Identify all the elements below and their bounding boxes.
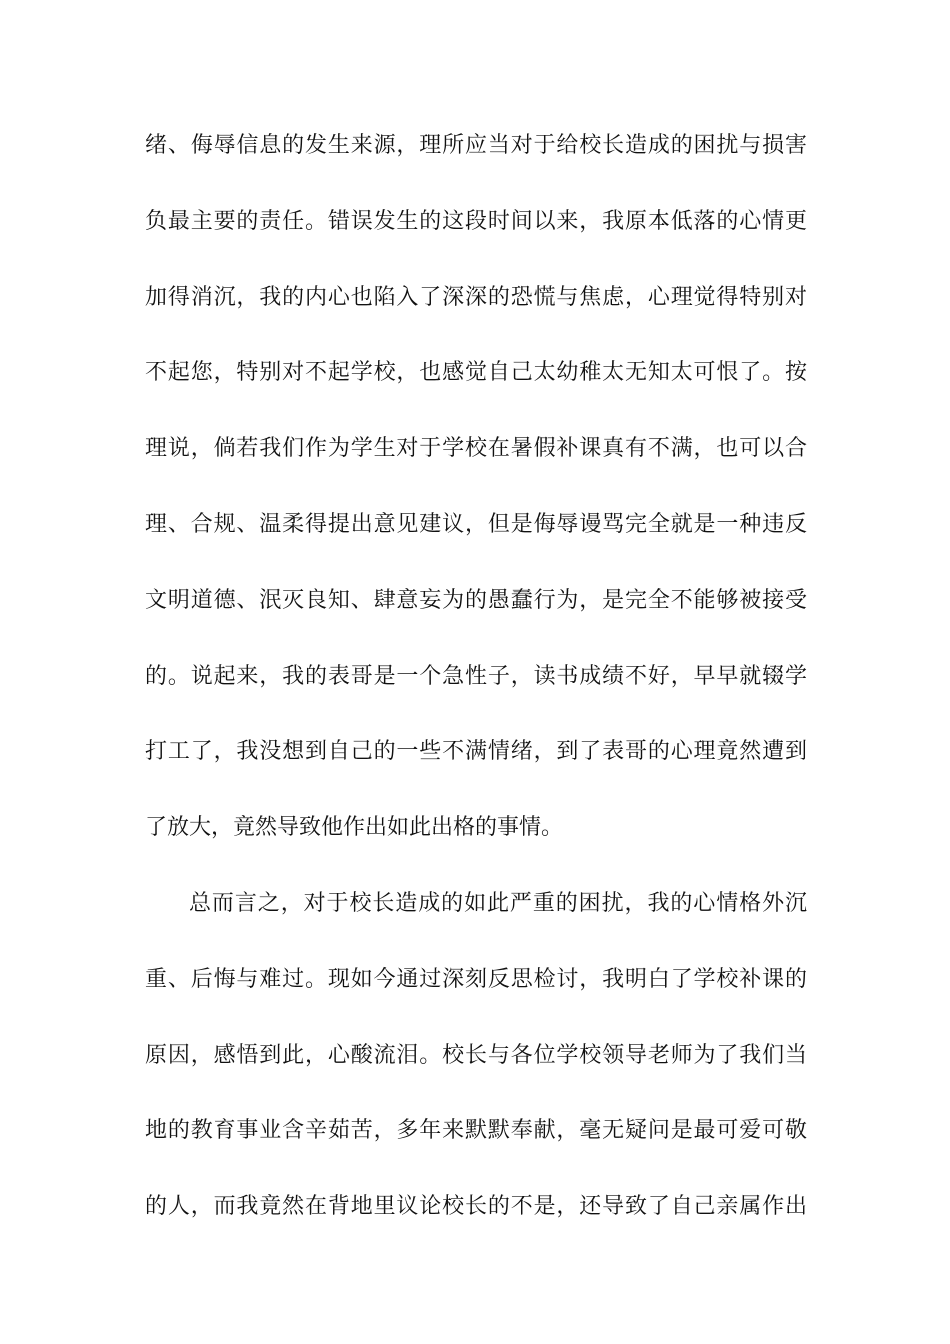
text-line-7: 文明道德、泯灭良知、肆意妄为的愚蠢行为，是完全不能够被接受 xyxy=(145,587,807,613)
text-line-3: 加得消沉，我的内心也陷入了深深的恐慌与焦虑，心理觉得特别对 xyxy=(145,284,807,310)
text-line-12: 重、后悔与难过。现如今通过深刻反思检讨，我明白了学校补课的 xyxy=(145,966,807,992)
document-body xyxy=(145,130,807,1267)
text-line-4: 不起您，特别对不起学校，也感觉自己太幼稚太无知太可恨了。按 xyxy=(145,360,807,386)
text-line-6: 理、合规、温柔得提出意见建议，但是侮辱谩骂完全就是一种违反 xyxy=(145,511,807,537)
text-line-2: 负最主要的责任。错误发生的这段时间以来，我原本低落的心情更 xyxy=(145,208,807,234)
text-line-11: 总而言之，对于校长造成的如此严重的困扰，我的心情格外沉 xyxy=(189,890,807,916)
text-line-5: 理说，倘若我们作为学生对于学校在暑假补课真有不满，也可以合 xyxy=(145,436,807,462)
text-line-14: 地的教育事业含辛茹苦，多年来默默奉献，毫无疑问是最可爱可敬 xyxy=(145,1118,807,1144)
text-line-1: 绪、侮辱信息的发生来源，理所应当对于给校长造成的困扰与损害 xyxy=(145,133,807,158)
text-line-8: 的。说起来，我的表哥是一个急性子，读书成绩不好，早早就辍学 xyxy=(145,663,807,689)
text-line-15: 的人，而我竟然在背地里议论校长的不是，还导致了自己亲属作出 xyxy=(145,1194,807,1220)
text-line-10: 了放大，竟然导致他作出如此出格的事情。 xyxy=(145,815,564,841)
text-line-9: 打工了，我没想到自己的一些不满情绪，到了表哥的心理竟然遭到 xyxy=(145,739,807,765)
text-line-13: 原因，感悟到此，心酸流泪。校长与各位学校领导老师为了我们当 xyxy=(145,1042,807,1068)
